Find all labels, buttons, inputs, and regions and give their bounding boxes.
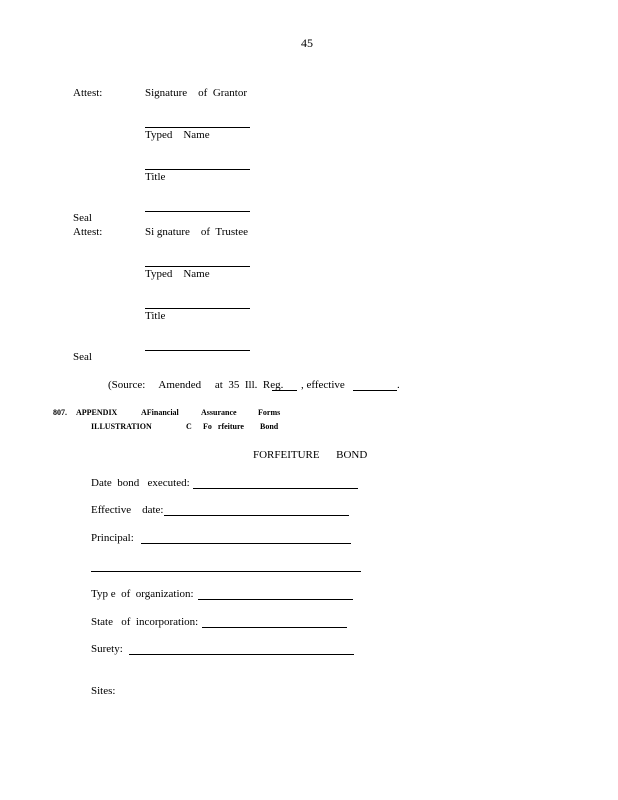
source-note-effective: , effective bbox=[301, 379, 345, 391]
title-label: Title bbox=[145, 310, 166, 322]
source-note-end: . bbox=[397, 379, 400, 391]
principal-label: Principal: bbox=[91, 532, 134, 544]
signature-label: Si gnature of Trustee bbox=[145, 226, 248, 238]
section-word: Forms bbox=[258, 408, 281, 417]
title-line bbox=[145, 350, 250, 351]
typed-name-label: Typed Name bbox=[145, 268, 210, 280]
form-title: FORFEITURE BOND bbox=[253, 449, 368, 461]
title-line bbox=[145, 211, 250, 212]
principal-line-2 bbox=[91, 571, 361, 572]
source-note-text: (Source: Amended at 35 Ill. Reg. bbox=[108, 379, 284, 391]
date-executed-label: Date bond executed: bbox=[91, 477, 190, 489]
organization-type-label: Typ e of organization: bbox=[91, 588, 194, 600]
typed-name-label: Typed Name bbox=[145, 129, 210, 141]
state-of-incorporation-line bbox=[202, 627, 347, 628]
surety-line bbox=[129, 654, 354, 655]
section-word: APPENDIX bbox=[76, 408, 118, 417]
signature-line bbox=[145, 127, 250, 128]
register-blank-line bbox=[272, 390, 297, 391]
signature-line bbox=[145, 266, 250, 267]
attest-label: Attest: bbox=[73, 87, 103, 99]
attest-label: Attest: bbox=[73, 226, 103, 238]
section-word: Fo rfeiture bbox=[203, 422, 244, 431]
section-word: Assurance bbox=[201, 408, 237, 417]
typed-name-line bbox=[145, 169, 250, 170]
page-number: 45 bbox=[301, 36, 313, 50]
effective-date-line bbox=[164, 515, 349, 516]
section-word: AFinancial bbox=[141, 408, 179, 417]
sites-label: Sites: bbox=[91, 685, 116, 697]
effective-date-label: Effective date: bbox=[91, 504, 164, 516]
effective-blank-line bbox=[353, 390, 397, 391]
organization-type-line bbox=[198, 599, 353, 600]
principal-line bbox=[141, 543, 351, 544]
signature-label: Signature of Grantor bbox=[145, 87, 248, 99]
section-word: C bbox=[186, 422, 192, 431]
section-word: Bond bbox=[260, 422, 279, 431]
surety-label: Surety: bbox=[91, 643, 123, 655]
section-word: ILLUSTRATION bbox=[91, 422, 152, 431]
seal-label: Seal bbox=[73, 351, 92, 363]
title-label: Title bbox=[145, 171, 166, 183]
typed-name-line bbox=[145, 308, 250, 309]
section-number: 807. bbox=[53, 408, 67, 417]
seal-label: Seal bbox=[73, 212, 92, 224]
date-executed-line bbox=[193, 488, 358, 489]
state-of-incorporation-label: State of incorporation: bbox=[91, 616, 199, 628]
